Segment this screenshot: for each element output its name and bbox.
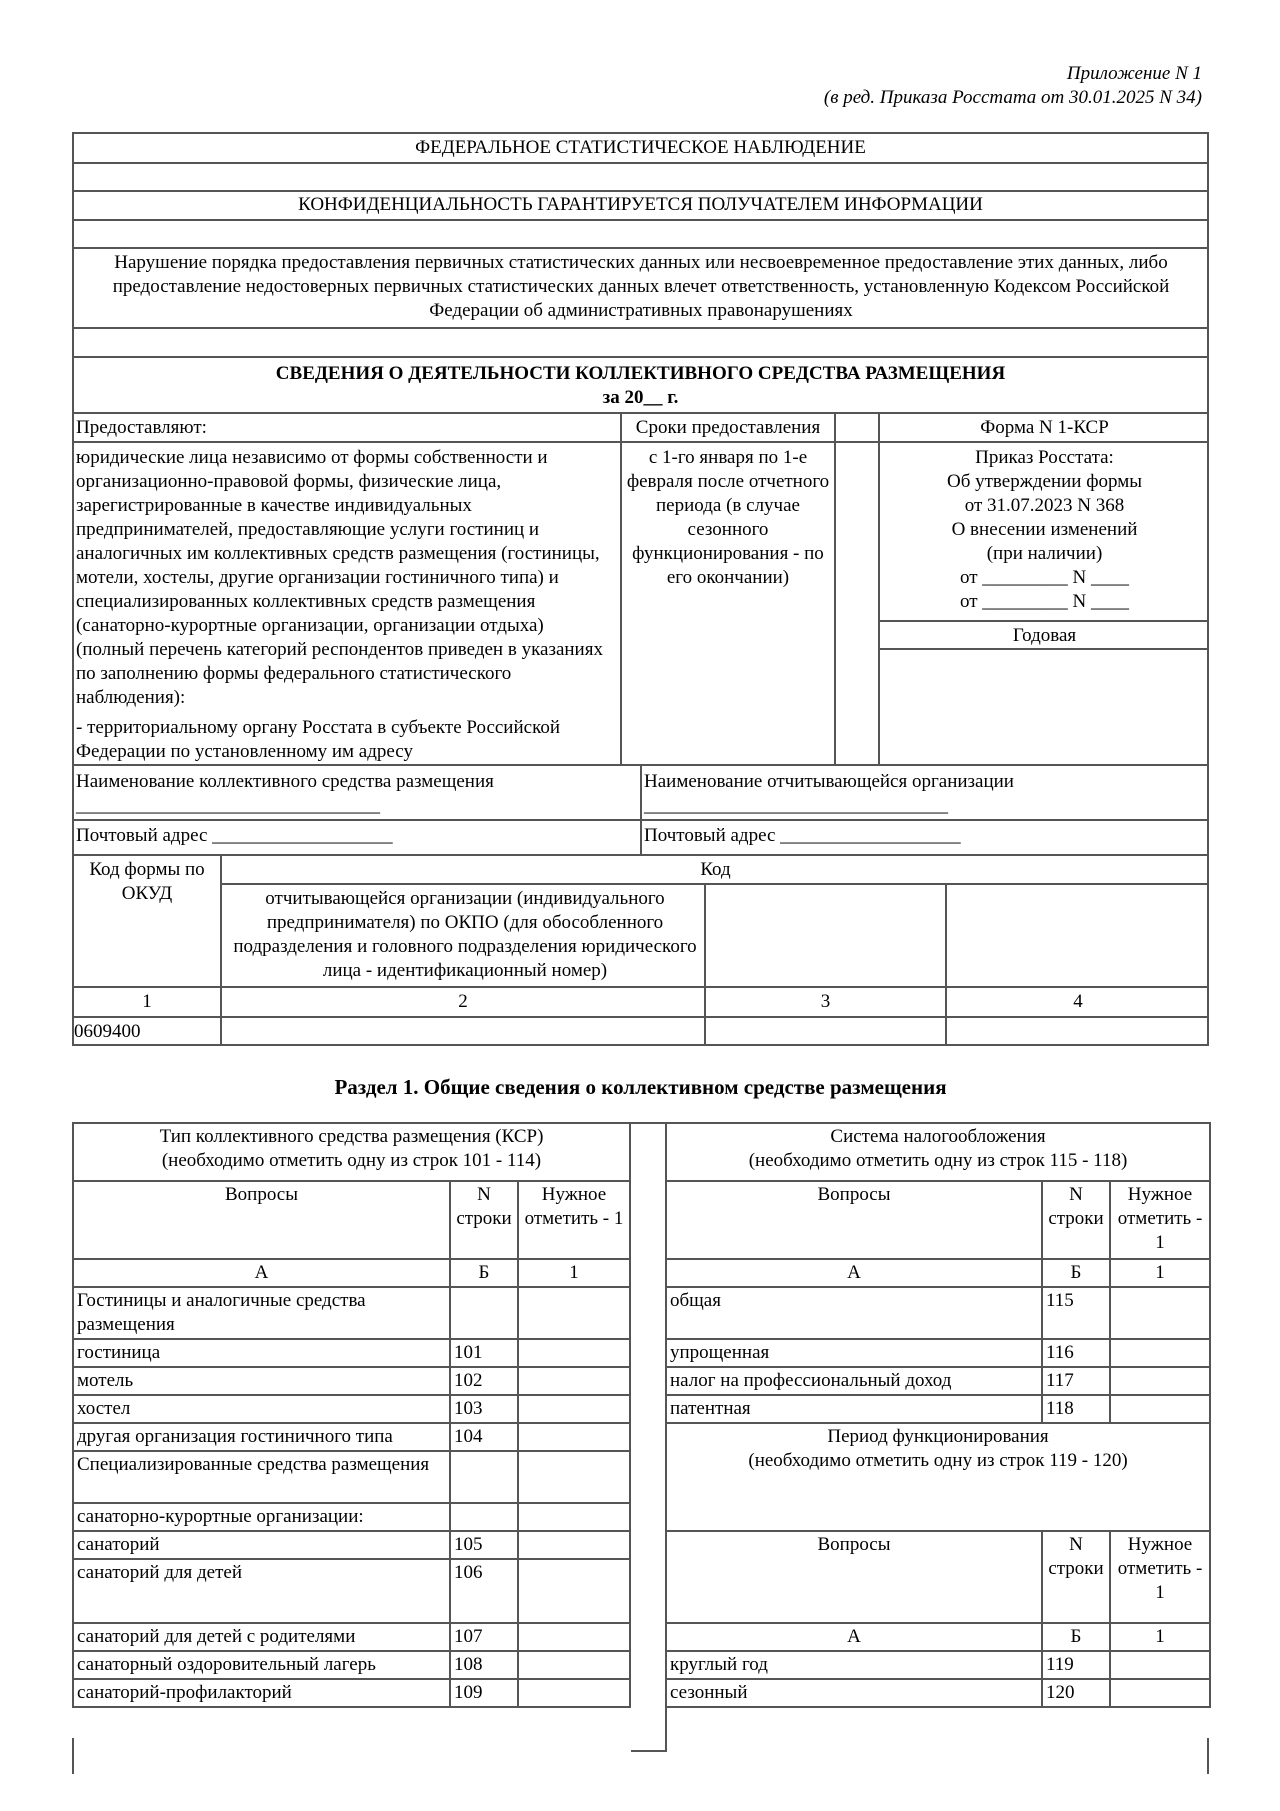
mark-cell[interactable]	[518, 1651, 630, 1679]
mark-cell[interactable]	[518, 1559, 630, 1623]
appendix-label: Приложение N 1	[1066, 63, 1202, 84]
spacer-column	[631, 1122, 667, 1752]
table-row: санаторно-курортные организации:	[73, 1503, 630, 1531]
table-row: Гостиницы и аналогичные средства размещения	[73, 1287, 630, 1339]
ksr-type-header: Тип коллективного средства размещения (КСР)	[159, 1126, 544, 1147]
mark-cell[interactable]	[1110, 1651, 1210, 1679]
periodicity: Годовая	[1012, 625, 1077, 646]
edition-label: (в ред. Приказа Росстата от 30.01.2025 N 34)	[823, 87, 1202, 108]
col-num-3: 3	[820, 991, 831, 1012]
col-questions: Вопросы	[73, 1181, 450, 1259]
form-number: Форма N 1-КСР	[980, 417, 1109, 438]
table-row: Специализированные средства размещения	[73, 1451, 630, 1503]
mark-cell[interactable]	[518, 1531, 630, 1559]
mark-cell[interactable]	[518, 1423, 630, 1451]
org-name-label: Наименование отчитывающейся организации	[644, 771, 1014, 792]
confidentiality-title: КОНФИДЕНЦИАЛЬНОСТЬ ГАРАНТИРУЕТСЯ ПОЛУЧАТЕЛЕМ ИНФОРМАЦИИ	[298, 194, 983, 215]
mark-cell[interactable]	[1110, 1367, 1210, 1395]
okud-value: 0609400	[74, 1021, 141, 1042]
mark-cell[interactable]	[1110, 1339, 1210, 1367]
ksr-type-table: Тип коллективного средства размещения (КСР) (необходимо отметить одну из строк 101 - 114) Вопросы N строки Нужное отметить - 1 А Б 1 Гостиницы и аналогичные средства размещения гостиница 101 мотель 102 хостел 103 другая организация гостиничного типа 104 Специализированные средства размещения санаторно-курортные организации: санаторий 105 санаторий для детей 106 санаторий для детей с родителями 107 санаторный оздоровительный лагерь 108 санаторий-профилакторий 109	[72, 1122, 631, 1708]
providers-destination: - территориальному органу Росстата в субъекте Российской Федерации по установленному им адресу	[76, 717, 561, 762]
table-row: санаторный оздоровительный лагерь 108	[73, 1651, 630, 1679]
mark-cell[interactable]	[518, 1367, 630, 1395]
mark-cell[interactable]	[518, 1287, 630, 1339]
form-period: за 20__ г.	[602, 387, 679, 408]
mark-cell[interactable]	[518, 1339, 630, 1367]
table-row: санаторий 105	[73, 1531, 630, 1559]
table-row: санаторий-профилакторий 109	[73, 1679, 630, 1707]
order-info: Приказ Росстата: Об утверждении формы от 31.07.2023 N 368 О внесении изменений (при наличии) от _________ N ____ от _________ N ____	[946, 447, 1143, 612]
table-row: сезонный 120	[666, 1679, 1210, 1707]
ksr-type-sub: (необходимо отметить одну из строк 101 - 114)	[161, 1150, 542, 1171]
table-row: хостел 103	[73, 1395, 630, 1423]
okpo-header: отчитывающейся организации (индивидуального предпринимателя) по ОКПО (для обособленного подразделения и головного подразделения юридического лица - идентификационный номер)	[233, 888, 697, 981]
mark-cell[interactable]	[1110, 1679, 1210, 1707]
form-title: СВЕДЕНИЯ О ДЕЯТЕЛЬНОСТИ КОЛЛЕКТИВНОГО СРЕДСТВА РАЗМЕЩЕНИЯ	[275, 363, 1006, 384]
period-header: Период функционирования	[827, 1426, 1049, 1447]
mark-cell[interactable]	[1110, 1395, 1210, 1423]
table-row: другая организация гостиничного типа 104	[73, 1423, 630, 1451]
postal-address-left[interactable]: Почтовый адрес ___________________	[76, 825, 393, 846]
section1-title: Раздел 1. Общие сведения о коллективном средстве размещения	[334, 1075, 947, 1099]
table-row: круглый год 119	[666, 1651, 1210, 1679]
col-num-1: 1	[142, 991, 152, 1012]
mark-cell[interactable]	[518, 1395, 630, 1423]
tax-system-header: Система налогообложения	[830, 1126, 1046, 1147]
col-mark: Нужное отметить - 1	[518, 1181, 630, 1259]
postal-address-right[interactable]: Почтовый адрес ___________________	[644, 825, 961, 846]
mark-cell[interactable]	[518, 1679, 630, 1707]
mark-cell[interactable]	[518, 1623, 630, 1651]
table-row: мотель 102	[73, 1367, 630, 1395]
col-num-4: 4	[1073, 991, 1083, 1012]
providers-text: юридические лица независимо от формы собственности и организационно-правовой формы, физические лица, зарегистрированные в качестве индивидуальных предпринимателей, предоставляющие услуги гостиниц и аналогичных им коллективных средств размещения (гостиницы, мотели, хостелы, другие организации гостиничного типа) и специализированных коллективных средств размещения (санаторно-курортные организации, организации отдыха) (полный перечень категорий респондентов приведен в указаниях по заполнению формы федерального статистического наблюдения):	[76, 447, 603, 708]
mark-cell[interactable]	[1110, 1287, 1210, 1339]
observation-title: ФЕДЕРАЛЬНОЕ СТАТИСТИЧЕСКОЕ НАБЛЮДЕНИЕ	[415, 137, 866, 158]
table-row: санаторий для детей с родителями 107	[73, 1623, 630, 1651]
ksr-name-field[interactable]: ________________________________	[76, 795, 380, 816]
mark-cell[interactable]	[518, 1451, 630, 1503]
okud-header: Код формы по ОКУД	[89, 859, 205, 904]
mark-cell[interactable]	[518, 1503, 630, 1531]
table-row: гостиница 101	[73, 1339, 630, 1367]
table-row: упрощенная 116	[666, 1339, 1210, 1367]
org-name-field[interactable]: ________________________________	[644, 795, 948, 816]
tax-system-sub: (необходимо отметить одну из строк 115 - 118)	[748, 1150, 1128, 1171]
col-num-2: 2	[458, 991, 468, 1012]
tax-system-table: Система налогообложения (необходимо отметить одну из строк 115 - 118) Вопросы N строки Нужное отметить - 1 А Б 1 общая 115 упрощенная 116 налог на профессиональный доход 117 патентная 118 Период функционирования (необходимо отметить одну из строк 119 - 120) Вопросы N строки Нужное отметить - 1 А Б 1 круглый год 119 сезонный 120	[665, 1122, 1211, 1708]
table-row: общая 115	[666, 1287, 1210, 1339]
providers-header: Предоставляют:	[76, 417, 207, 438]
deadline-text: с 1-го января по 1-е февраля после отчетного периода (в случае сезонного функционирования - по его окончании)	[626, 447, 830, 588]
code-header: Код	[700, 859, 731, 880]
table-row: патентная 118	[666, 1395, 1210, 1423]
table-row: санаторий для детей 106	[73, 1559, 630, 1623]
liability-warning: Нарушение порядка предоставления первичных статистических данных или несвоевременное предоставление этих данных, либо предоставление недостоверных первичных статистических данных влечет ответственность, установленную Кодексом Российской Федерации об административных правонарушениях	[112, 252, 1170, 321]
deadline-header: Сроки предоставления	[635, 417, 821, 438]
col-row-number: N строки	[450, 1181, 518, 1259]
table-row: налог на профессиональный доход 117	[666, 1367, 1210, 1395]
ksr-name-label: Наименование коллективного средства размещения	[76, 771, 494, 792]
period-sub: (необходимо отметить одну из строк 119 - 120)	[748, 1450, 1128, 1471]
